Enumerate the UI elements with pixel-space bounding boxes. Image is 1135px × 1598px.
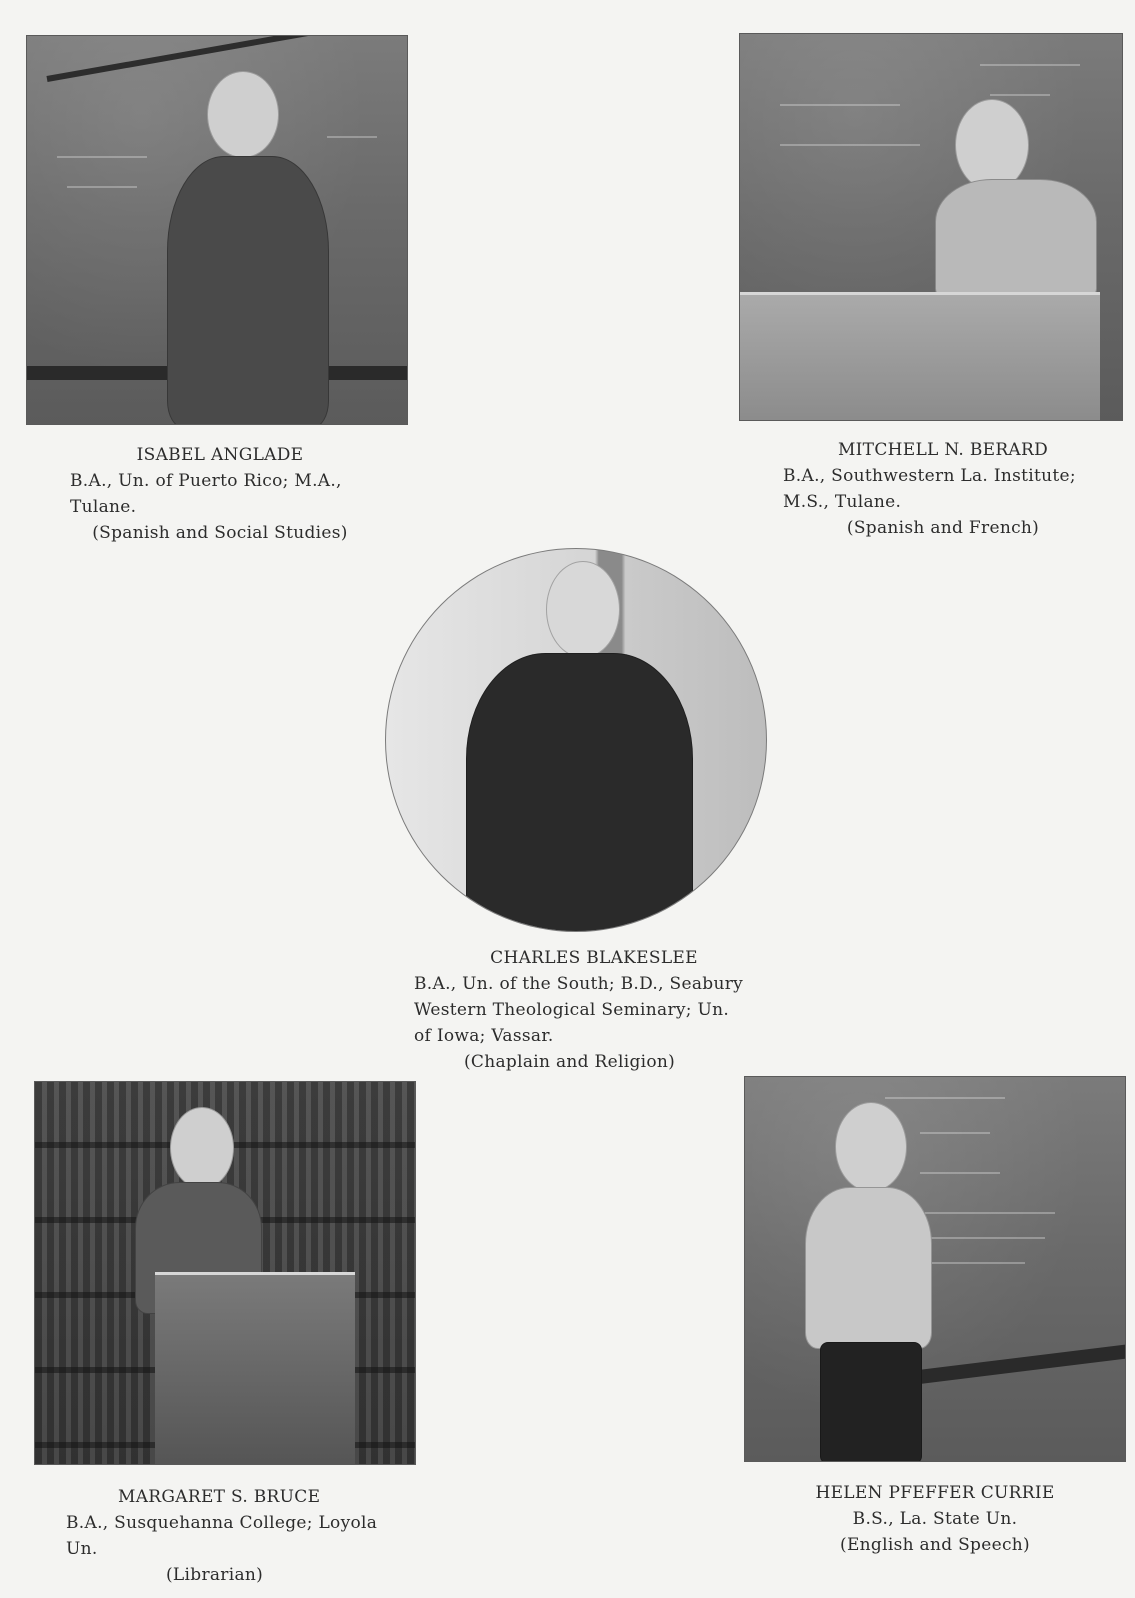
degree-line: B.S., La. State Un.: [852, 1509, 1018, 1529]
currie-figure: [800, 1102, 940, 1462]
blakeslee-caption: [414, 945, 774, 1075]
chalk-mark: [885, 1097, 1005, 1099]
chalk-mark: [67, 186, 137, 188]
chalk-mark: [925, 1262, 1025, 1264]
chalk-mark: [780, 144, 920, 146]
blakeslee-portrait: [385, 548, 767, 932]
head: [835, 1102, 907, 1192]
anglade-photo: [26, 35, 408, 425]
head: [955, 99, 1029, 191]
body: [935, 179, 1097, 301]
chalk-mark: [925, 1237, 1045, 1239]
body: [466, 653, 693, 932]
faculty-name: CHARLES BLAKESLEE: [490, 948, 698, 968]
chalk-mark: [980, 64, 1080, 66]
body: [805, 1187, 932, 1349]
subject-line: (Spanish and French): [846, 518, 1040, 538]
chalk-mark: [990, 94, 1050, 96]
degree-line: Tulane.: [70, 497, 137, 517]
degree-line: M.S., Tulane.: [783, 492, 902, 512]
subject-line: (Chaplain and Religion): [464, 1052, 676, 1072]
faculty-name: MARGARET S. BRUCE: [118, 1487, 321, 1507]
subject-line: (English and Speech): [840, 1535, 1030, 1555]
currie-photo: [744, 1076, 1126, 1462]
bruce-photo: [34, 1081, 416, 1465]
anglade-figure: [157, 61, 337, 421]
degree-line: B.A., Southwestern La. Institute;: [783, 466, 1076, 486]
head: [170, 1107, 234, 1189]
degree-line: Western Theological Seminary; Un.: [414, 1000, 730, 1020]
head: [546, 561, 620, 658]
berard-caption: [783, 437, 1103, 541]
body: [167, 156, 329, 425]
faculty-name: MITCHELL N. BERARD: [837, 440, 1049, 460]
anglade-caption: [70, 442, 370, 546]
blakeslee-figure: [456, 561, 696, 932]
berard-photo: [739, 33, 1123, 421]
chalk-mark: [925, 1212, 1055, 1214]
degree-line: B.A., Un. of the South; B.D., Seabury: [414, 974, 744, 994]
lectern: [155, 1272, 355, 1465]
subject-line: (Librarian): [166, 1565, 264, 1585]
bruce-caption: [66, 1484, 406, 1588]
degree-line: B.A., Un. of Puerto Rico; M.A.,: [70, 471, 342, 491]
chalk-mark: [57, 156, 147, 158]
desk: [740, 292, 1100, 421]
faculty-name: HELEN PFEFFER CURRIE: [815, 1483, 1055, 1503]
berard-figure: [930, 99, 1100, 289]
degree-line: of Iowa; Vassar.: [414, 1026, 554, 1046]
head: [207, 71, 279, 158]
degree-line: B.A., Susquehanna College; Loyola: [66, 1513, 378, 1533]
subject-line: (Spanish and Social Studies): [92, 523, 348, 543]
currie-caption: [775, 1480, 1095, 1558]
skirt: [820, 1342, 922, 1462]
faculty-name: ISABEL ANGLADE: [136, 445, 304, 465]
degree-line: Un.: [66, 1539, 98, 1559]
chalk-mark: [780, 104, 900, 106]
